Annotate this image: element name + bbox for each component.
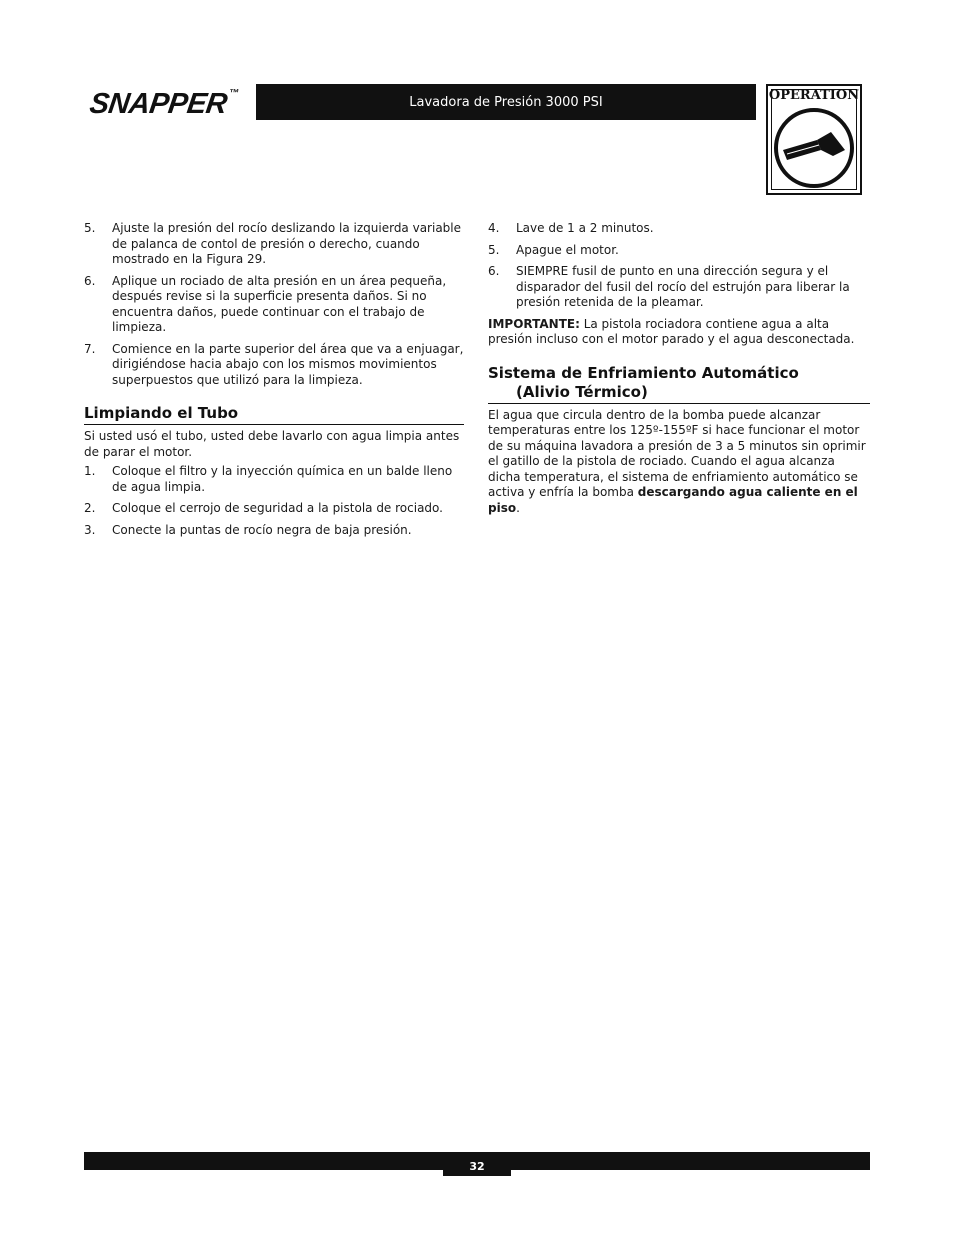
list-item (84, 274, 464, 336)
list-number: 1. (84, 464, 96, 478)
list-text: Apague el motor. (516, 242, 619, 257)
list-text: Comience en la parte superior del área que va a enjuagar, dirigiéndose hacia abajo con los mismos movimientos superpuestos que utilizó para la limpieza. (112, 341, 464, 387)
list-number: 2. (84, 501, 96, 515)
operation-section-badge (766, 84, 862, 195)
page-number-tab (443, 1152, 511, 1177)
badge-label: OPERATION (768, 88, 860, 103)
list-text: Coloque el cerrojo de seguridad a la pistola de rociado. (112, 501, 443, 515)
list-text: Ajuste la presión del rocío deslizando la izquierda variable de palanca de contol de presión o derecho, cuando mostrado en la Figura 29. (112, 221, 462, 266)
list-number: 6. (84, 273, 96, 288)
right-column (488, 221, 870, 520)
list-text: Coloque el filtro y la inyección química en un balde lleno de agua limpia. (112, 464, 453, 494)
section-heading-enfriamiento (488, 364, 870, 404)
list-item (84, 464, 464, 495)
brand-logo (88, 88, 239, 118)
list-text: Lave de 1 a 2 minutos. (516, 221, 654, 235)
important-text: La pistola rociadora contiene agua a alta presión incluso con el motor parado y el agua desconectada. (488, 316, 855, 346)
brand-logo-text: SNAPPER (87, 88, 229, 120)
spray-gun-icon (771, 106, 857, 190)
list-number: 7. (84, 341, 96, 356)
list-item (488, 243, 870, 259)
list-number: 5. (84, 221, 96, 235)
list-item (488, 221, 870, 237)
list-item (488, 264, 870, 311)
important-note (488, 317, 870, 348)
left-column (84, 221, 464, 544)
heading-line-1: Sistema de Enfriamiento Automático (488, 363, 799, 382)
important-label: IMPORTANTE: (488, 316, 580, 331)
list-number: 5. (488, 242, 500, 257)
list-item (84, 342, 464, 389)
list-number: 3. (84, 522, 96, 537)
list-number: 4. (488, 221, 500, 235)
cooling-description (488, 408, 870, 517)
list-item (84, 523, 464, 539)
list-item (84, 501, 464, 517)
header-title-bar (256, 84, 756, 120)
section-heading-limpiando: Limpiando el Tubo (84, 404, 464, 425)
cooling-bold-text: descargando agua caliente en el piso (488, 485, 858, 515)
document-title: Lavadora de Presión 3000 PSI (409, 94, 603, 110)
section-intro: Si usted usó el tubo, usted debe lavarlo con agua limpia antes de parar el motor. (84, 429, 460, 459)
heading-line-2: (Alivio Térmico) (516, 382, 648, 401)
list-text: Aplique un rociado de alta presión en un área pequeña, después revise si la superficie presenta daños. Si no encuentra daños, puede continuar con el trabajo de limpieza. (112, 273, 447, 334)
list-item (84, 221, 464, 268)
list-number: 6. (488, 264, 500, 278)
cooling-text-end: . (516, 500, 520, 515)
list-text: SIEMPRE fusil de punto en una dirección segura y el disparador del fusil del rocío del estrujón para liberar la presión retenida de la pleamar. (516, 264, 850, 309)
list-text: Conecte la puntas de rocío negra de baja presión. (112, 522, 412, 537)
trademark-symbol: ™ (228, 88, 240, 99)
cooling-text: El agua que circula dentro de la bomba puede alcanzar temperaturas entre los 125º-155ºF si hace funcionar el motor de su máquina lavadora a presión de 3 a 5 minutos sin oprimir el gatillo de la pistola de rociado. Cuando el agua alcanza dicha temperatura, el sistema de enfriamiento automático se activa y enfría la bomba (488, 407, 866, 499)
page-number: 32 (469, 1159, 485, 1173)
